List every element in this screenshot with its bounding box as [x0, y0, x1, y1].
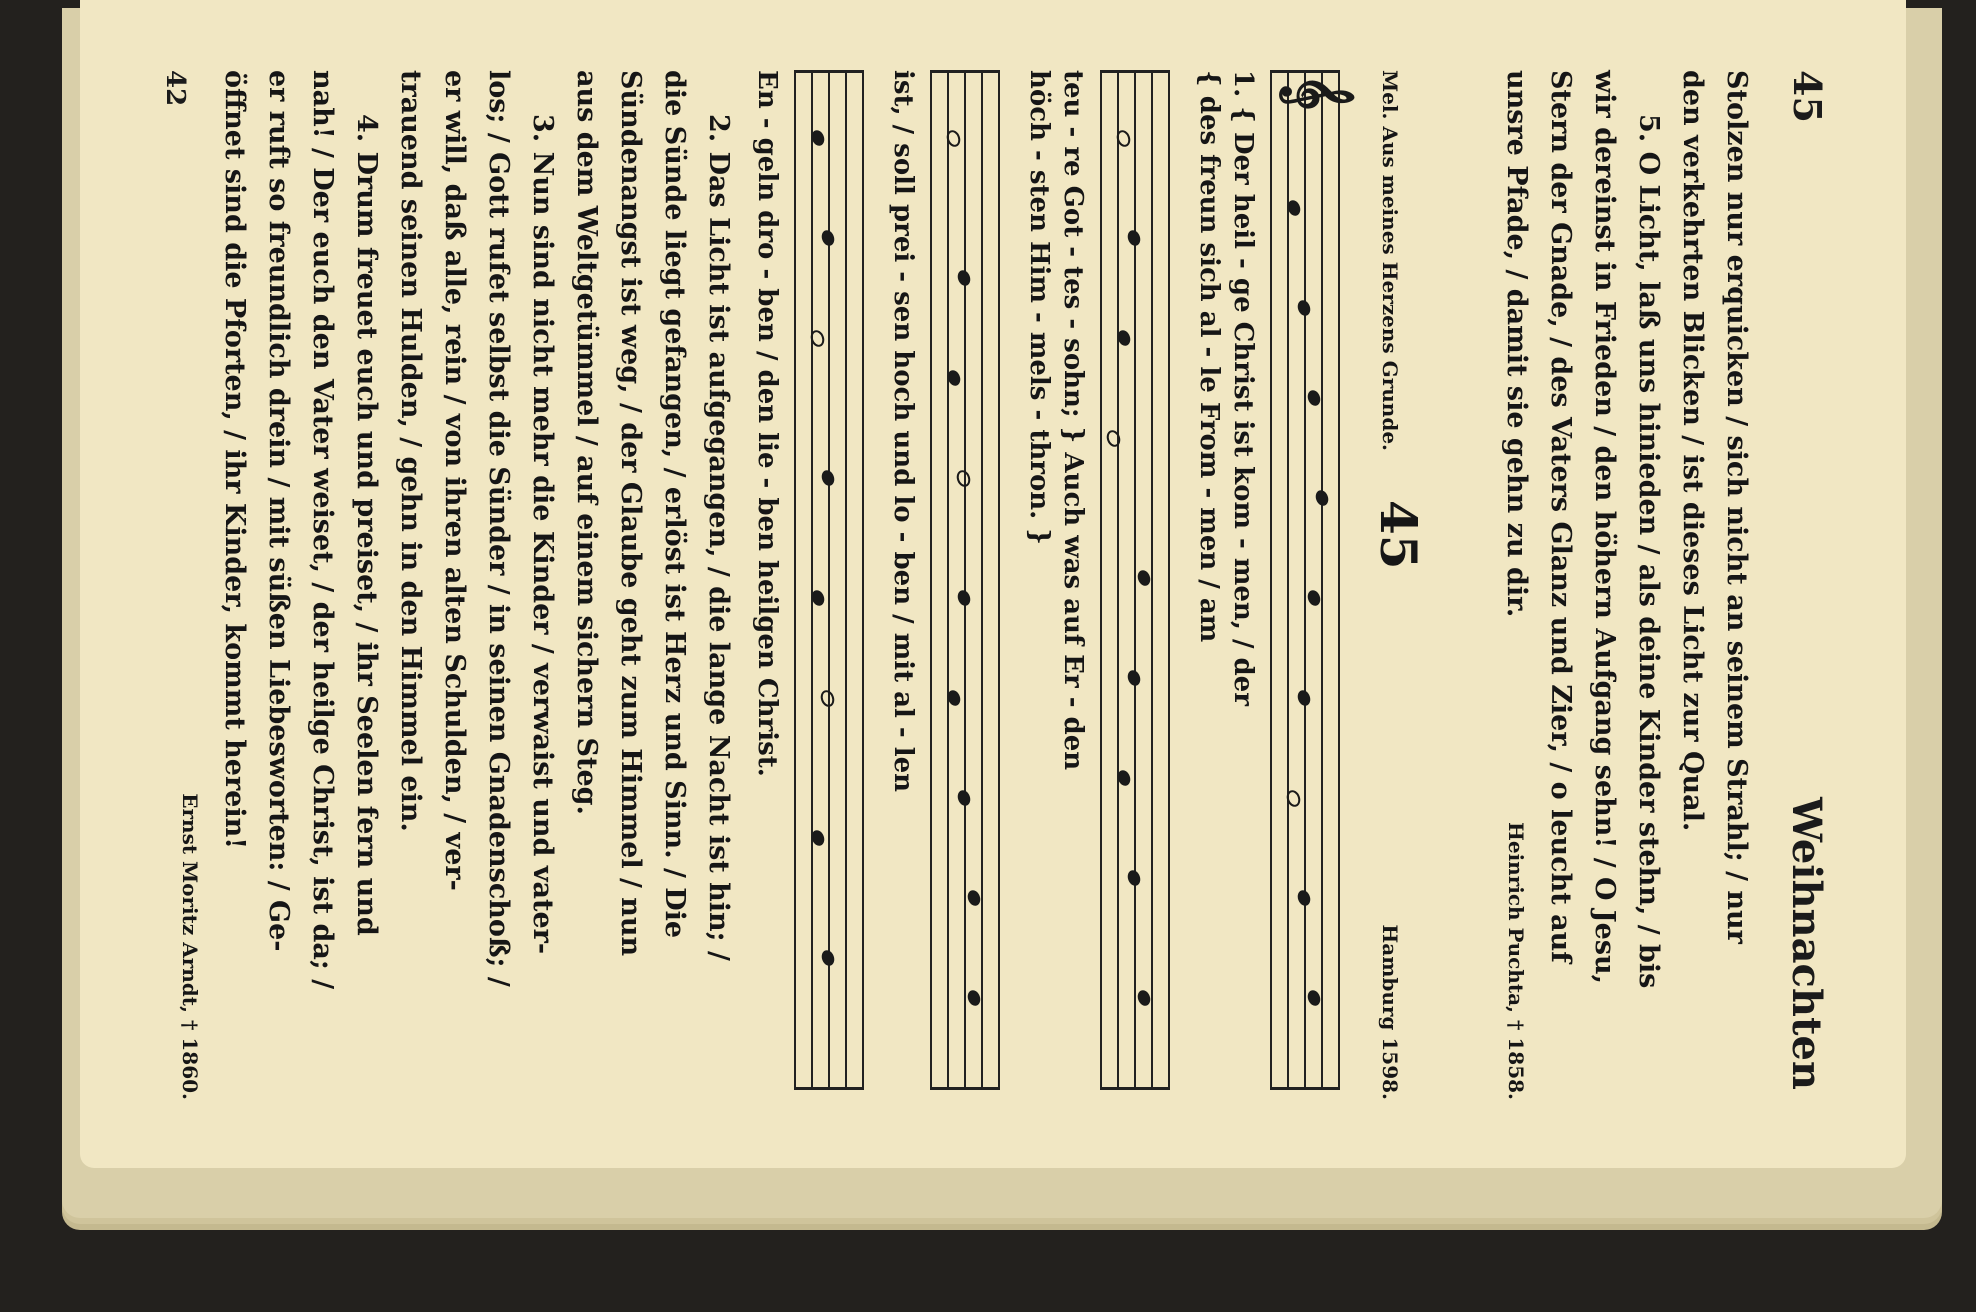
text-line: 2. Das Licht ist aufgegangen, / die lange Nacht ist hin; /	[703, 114, 734, 961]
verse-top	[1670, 70, 1758, 1100]
note	[1306, 988, 1323, 1007]
text-line: 5. O Licht, laß uns hinieden / als deine Kinder stehn, / bis	[1633, 114, 1664, 989]
text-line: öffnet sind die Pforten, / ihr Kinder, kommt herein!	[219, 70, 250, 850]
treble-clef-icon: 𝄞	[1283, 74, 1356, 111]
note	[820, 468, 837, 487]
text-line: er will, daß alle, rein / von ihren alten Schulden, / ver-	[439, 70, 470, 891]
author-attribution: Heinrich Puchta, † 1858.	[1504, 821, 1528, 1100]
note	[1126, 668, 1143, 687]
note	[1126, 868, 1143, 887]
hymn-heading	[1369, 70, 1428, 1100]
music-staff-2	[1100, 70, 1170, 1090]
melody-origin: Hamburg 1598.	[1378, 924, 1402, 1100]
note	[956, 788, 973, 807]
text-line: wir dereinst in Frieden / den höhern Aufgang sehn! / O Jesu,	[1589, 70, 1620, 985]
note	[1136, 988, 1153, 1007]
note	[1296, 688, 1313, 707]
note	[1314, 488, 1331, 507]
lyrics-line: teu - re Got - tes - sohn; } Auch was auf Er - den	[1058, 70, 1088, 771]
text-line: den verkehrten Blicken / ist dieses Licht zur Qual.	[1677, 70, 1708, 832]
lyrics-line: höch - sten Him - mels - thron. }	[1024, 70, 1054, 546]
text-line: 3. Nun sind nicht mehr die Kinder / verwaist und vater-	[527, 114, 558, 955]
text-line: Stolzen nur erquicken / sich nicht an seinem Strahl; / nur	[1721, 70, 1752, 944]
note	[1104, 428, 1122, 448]
rotated-page-content	[90, 30, 1850, 1150]
verse-5	[1494, 70, 1670, 1100]
lyrics-line: 1. { Der heil - ge Christ ist kom - men, / der	[1228, 70, 1258, 706]
running-head	[1770, 70, 1830, 1090]
text-line: unsre Pfade, / damit sie gehn zu dir.	[1501, 70, 1532, 618]
book-page	[80, 0, 1906, 1168]
text-line: Stern der Gnade, / des Vaters Glanz und Zier, / o leucht auf	[1545, 70, 1576, 963]
note	[956, 268, 973, 287]
note	[966, 988, 983, 1007]
note	[966, 888, 983, 907]
text-line: nah! / Der euch den Vater weiset, / der heilge Christ, ist da; /	[307, 70, 338, 990]
author-attribution: Ernst Moritz Arndt, † 1860.	[178, 793, 202, 1100]
hymn-number: 45	[1369, 500, 1428, 570]
folio-number: 42	[160, 70, 190, 107]
lyrics-line: ist, / soll prei - sen hoch und lo - ben / mit al - len	[888, 70, 918, 793]
note	[956, 588, 973, 607]
note	[1306, 388, 1323, 407]
text-line: trauend seinen Hulden, / gehn in den Himmel ein.	[395, 70, 426, 832]
music-staff-1	[1270, 70, 1356, 1090]
text-line: die Sünde liegt gefangen, / erlöst ist Herz und Sinn. / Die	[659, 70, 690, 939]
page-number: 45	[1785, 70, 1830, 123]
text-line: aus dem Weltgetümmel / auf einem sichern Steg.	[571, 70, 602, 815]
note	[1126, 228, 1143, 247]
note	[818, 688, 836, 708]
text-line: Sündenangst ist weg, / der Glaube geht zum Himmel / nun	[615, 70, 646, 957]
verses-2-4	[168, 70, 740, 1100]
melody-name: Mel. Aus meines Herzens Grunde.	[1378, 70, 1402, 452]
text-line: er ruft so freundlich drein / mit süßen Liebesworten: / Ge-	[263, 70, 294, 952]
note	[820, 228, 837, 247]
note	[1296, 888, 1313, 907]
lyrics-line: En - geln dro - ben / den lie - ben heilgen Christ.	[752, 70, 782, 777]
note	[1306, 588, 1323, 607]
note	[1136, 568, 1153, 587]
text-line: los; / Gott rufet selbst die Sünder / in seinen Gnadenschoß; /	[483, 70, 514, 987]
section-title: Weihnachten	[1783, 797, 1830, 1090]
note	[1296, 298, 1313, 317]
music-staff-3	[930, 70, 1000, 1090]
lyrics-line: { des freun sich al - le From - men / am	[1194, 70, 1224, 643]
music-staff-4	[794, 70, 864, 1090]
text-line: 4. Drum freuet euch und preiset, / ihr Seelen fern und	[351, 114, 382, 936]
note	[954, 468, 972, 488]
note	[820, 948, 837, 967]
